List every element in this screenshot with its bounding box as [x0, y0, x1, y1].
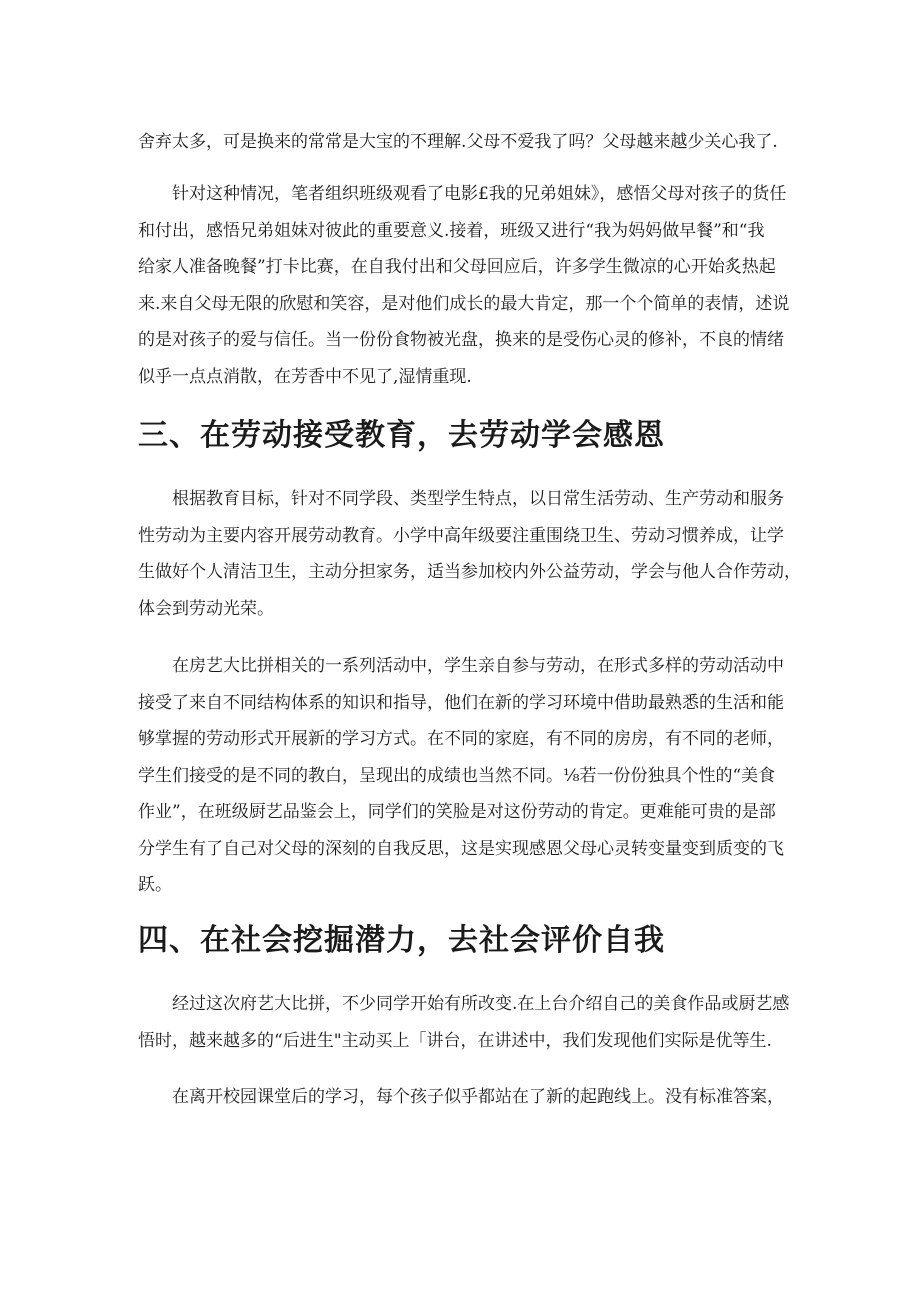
paragraph-line: 和付出，感悟兄弟姐妹对彼此的重要意义.接着，班级又进行“我为妈妈做早餐”和“我 [138, 220, 765, 241]
paragraph-line: 跃。 [138, 875, 172, 895]
paragraph-line: 体会到劳动光荣。 [138, 598, 274, 619]
paragraph-line: 够掌握的劳动形式开展新的学习方式。在不同的家庭，有不同的房房，有不同的老师， [138, 729, 784, 749]
paragraph-5 [138, 986, 790, 1059]
paragraph-line: 接受了来自不同结构体系的知识和指导，他们在新的学习环境中借助最熟悉的生活和能 [138, 692, 784, 713]
paragraph-line: 针对这种情况，笔者组织班级观看了电影£我的兄弟姐妹》，感悟父母对孩子的货任 [138, 184, 787, 204]
paragraph-line: 给家人准备晚餐”打卡比赛，在自我付出和父母回应后，许多学生微凉的心开始炙热起 [138, 257, 776, 277]
paragraph-line: 在房艺大比拼相关的一系列活动中，学生亲自参与劳动，在形式多样的劳动活动中 [138, 656, 784, 676]
paragraph-line: 来.来自父母无限的欣慰和笑容，是对他们成长的最大肯定，那一个个简单的表情，述说 [138, 293, 790, 314]
paragraph-line: 悟时，越来越多的“后进生"主动买上「讲台，在讲述中，我们发现他们实际是优等生. [138, 1030, 772, 1051]
paragraph-line: 分学生有了自己对父母的深刻的自我反思，这是实现感恩父母心灵转变量变到质变的飞 [138, 838, 784, 859]
paragraph-4 [138, 648, 784, 904]
section-heading-3: 三、在劳动接受教育，去劳动学会感恩 [138, 418, 665, 453]
paragraph-line: 舍弃太多，可是换来的常常是大宝的不理解.父母不爱我了吗？父母越来越少关心我了. [138, 132, 778, 152]
paragraph-line: 似乎一点点消散，在芳香中不见了,湿情重现. [138, 366, 472, 387]
paragraph-6 [138, 1079, 784, 1116]
paragraph-2 [138, 176, 790, 395]
paragraph-3 [138, 481, 801, 627]
paragraph-line: 生做好个人清洁卫生，主动分担家务，适当参加校内外公益劳动，学会与他人合作劳动， [138, 562, 801, 582]
paragraph-line: 性劳动为主要内容开展劳动教育。小学中高年级要注重围绕卫生、劳动习惯养成，让学 [138, 525, 784, 546]
paragraph-line: 学生们接受的是不同的教白，呈现出的成绩也当然不同。⅛若一份份独具个性的“美食 [138, 765, 776, 786]
paragraph-line: 根据教育目标，针对不同学段、类型学生特点，以日常生活劳动、生产劳动和服务 [138, 489, 784, 509]
section-heading-4: 四、在社会挖掘潜力，去社会评价自我 [138, 923, 665, 958]
paragraph-line: 经过这次府艺大比拼，不少同学开始有所改变.在上台介绍自己的美食作品或厨艺感 [138, 994, 790, 1014]
paragraph-line: 作业”，在班级厨艺品鉴会上，同学们的笑脸是对这份劳动的肯定。更难能可贵的是部 [138, 802, 776, 822]
paragraph-1 [138, 124, 778, 161]
paragraph-line: 的是对孩子的爱与信任。当一份份食物被光盘，换来的是受伤心灵的修补，不良的情绪 [138, 330, 784, 350]
paragraph-line: 在离开校园课堂后的学习，每个孩子似乎都站在了新的起跑线上。没有标准答案， [138, 1087, 784, 1107]
